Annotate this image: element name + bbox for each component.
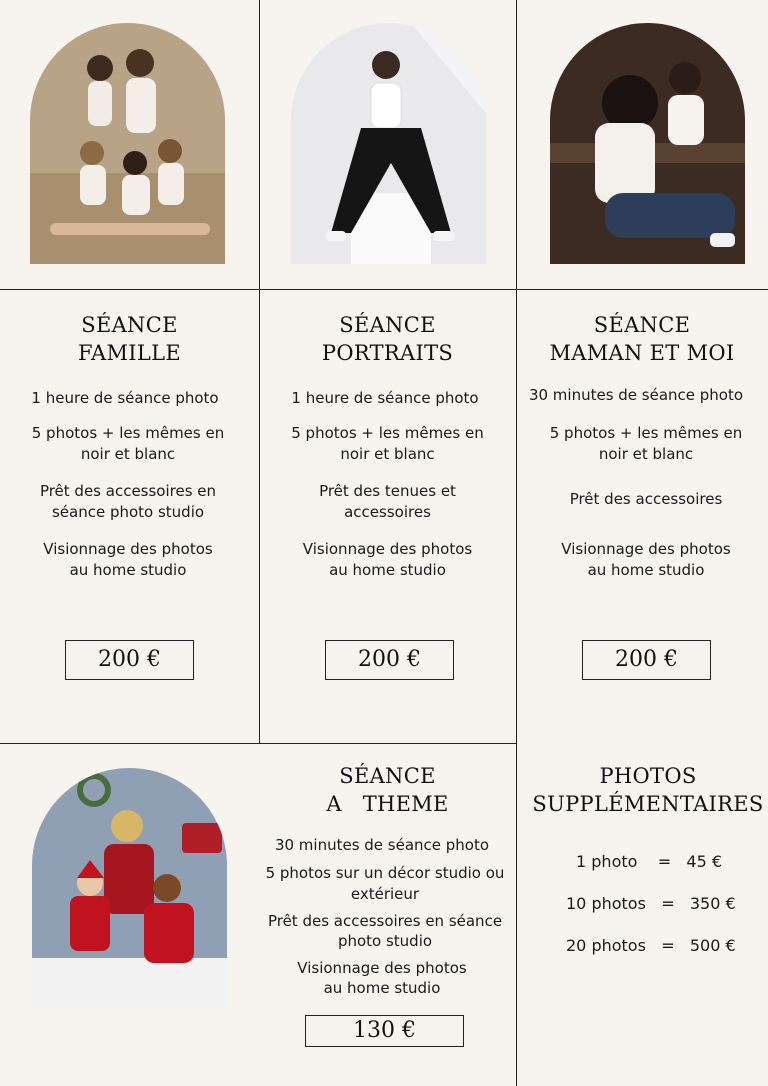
package-feature: extérieur: [350, 885, 420, 903]
package-feature: accessoires: [344, 503, 431, 521]
package-feature: noir et blanc: [80, 445, 176, 463]
package-feature: Visionnage des photos: [561, 540, 731, 558]
package-feature: noir et blanc: [598, 445, 694, 463]
package-feature: 1 heure de séance photo: [291, 389, 479, 407]
package-feature: au home studio: [323, 979, 441, 997]
package-feature: 5 photos + les mêmes en: [549, 424, 743, 442]
grid-divider: [0, 743, 516, 744]
package-feature: au home studio: [587, 561, 705, 579]
extra-photos-title: PHOTOS SUPPLÉMENTAIRES: [532, 764, 764, 816]
price-box: 200 €: [325, 640, 454, 680]
package-feature: 30 minutes de séance photo: [528, 386, 744, 404]
package-feature: 5 photos + les mêmes en: [31, 424, 225, 442]
price-box: 130 €: [305, 1015, 464, 1047]
package-title: SÉANCE PORTRAITS: [321, 313, 454, 365]
package-feature: séance photo studio: [51, 503, 205, 521]
price-box: 200 €: [65, 640, 194, 680]
grid-divider: [0, 289, 768, 290]
package-title: SÉANCE FAMILLE: [77, 313, 182, 365]
extra-price-row: 20 photos = 500 €: [566, 936, 736, 955]
extra-price-row: 10 photos = 350 €: [566, 894, 736, 913]
extra-price-row: 1 photo = 45 €: [576, 852, 723, 871]
package-feature: Prêt des accessoires: [569, 490, 723, 508]
package-feature: 30 minutes de séance photo: [274, 836, 490, 854]
christmas-theme-photo: [32, 768, 227, 1008]
package-feature: Prêt des tenues et: [319, 482, 456, 500]
package-feature: Visionnage des photos: [297, 959, 467, 977]
family-photo: [30, 23, 225, 264]
package-feature: Visionnage des photos: [302, 540, 473, 558]
package-feature: au home studio: [329, 561, 446, 579]
mother-child-photo: [550, 23, 745, 264]
package-feature: Visionnage des photos: [43, 540, 213, 558]
package-feature: noir et blanc: [340, 445, 435, 463]
grid-divider: [259, 0, 260, 744]
package-feature: au home studio: [69, 561, 187, 579]
package-feature: 5 photos + les mêmes en: [291, 424, 484, 442]
price-box: 200 €: [582, 640, 711, 680]
package-title: SÉANCE MAMAN ET MOI: [549, 313, 735, 365]
package-feature: photo studio: [337, 932, 433, 950]
package-feature: Prêt des accessoires en: [39, 482, 217, 500]
portrait-photo: [291, 23, 486, 264]
package-feature: 1 heure de séance photo: [31, 389, 219, 407]
package-feature: 5 photos sur un décor studio ou: [265, 864, 505, 882]
package-feature: Prêt des accessoires en séance: [267, 912, 503, 930]
package-title: SÉANCE A THEME: [326, 764, 449, 816]
